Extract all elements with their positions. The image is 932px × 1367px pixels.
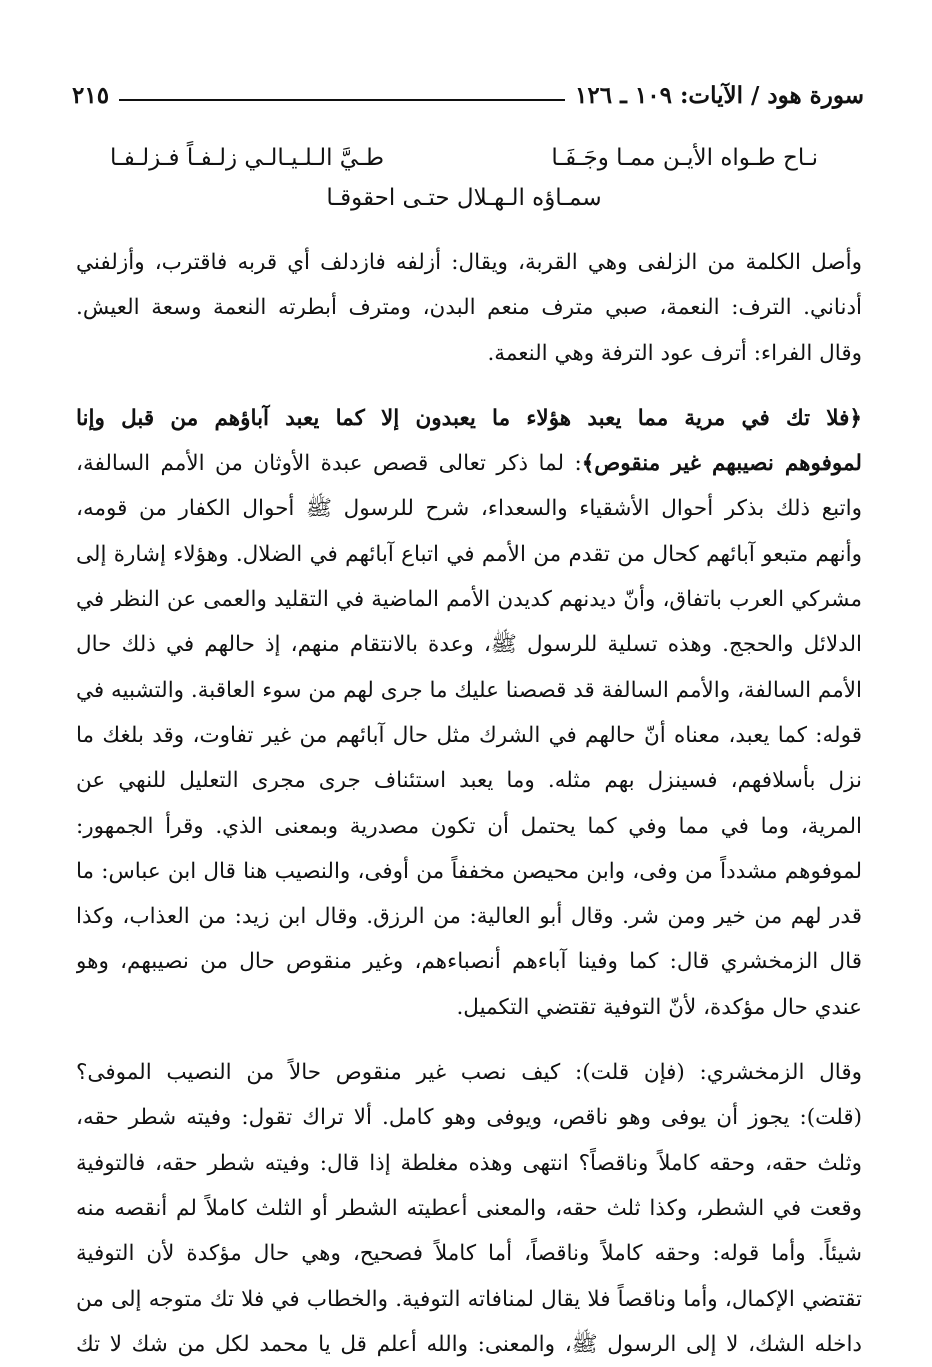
text-line: (قلت): يجوز أن يوفى وهو ناقص، ويوفى وهو كامل. ألا تراك تقول: وفيته شطر حقه، <box>76 1105 862 1131</box>
paragraph-1 <box>76 240 862 376</box>
poem-hemistich-left: طـيَّ الـلـيـالـي زلـفـاً فـزلـفـا <box>110 145 385 171</box>
text-line: قوله: كما يعبد، معناه أنّ حالهم في الشرك مثل حال آبائهم من غير تفاوت، وقد بلغك ما <box>76 722 862 748</box>
text-line: قال الزمخشري قال: كما وفينا آباءهم أنصباءهم، وغير منقوص حال من نصيبهم، وهو <box>76 949 862 975</box>
text-line: وأنهم متبعو آبائهم كحال من تقدم من الأمم في اتباع آبائهم في الضلال. وهؤلاء إشارة إلى <box>76 541 862 567</box>
text-line: نزل بأسلافهم، فسينزل بهم مثله. وما يعبد استئناف جرى مجرى التعليل للنهي عن <box>76 768 862 794</box>
quran-verse-end: لموفوهم نصيبهم غير منقوص﴾ <box>581 451 862 477</box>
text-line: تقتضي الإكمال، وأما وناقصاً فلا يقال لمنافاته التوفية. والخطاب في فلا تك متوجه إلى من <box>76 1286 862 1312</box>
poem-line-2 <box>110 178 818 218</box>
text-line: أدناني. الترف: النعمة، صبي مترف منعم البدن، ومترف أبطرته النعمة وسعة العيش. <box>76 295 862 321</box>
quran-verse-line: ﴿فلا تك في مرية مما يعبد هؤلاء ما يعبدون إلا كما يعبد آباؤهم من قبل وإنا <box>76 405 862 431</box>
text-line: وثلث حقه، وحقه كاملاً وناقصاً؟ انتهى وهذه مغلطة إذا قال: وفيته شطر حقه، فالتوفية <box>76 1150 862 1176</box>
text-line: واتبع ذلك بذكر أحوال الأشقياء والسعداء، شرح للرسول ﷺ أحوال الكفار من قومه، <box>76 496 862 522</box>
text-line: وقال الزمخشري: (فإن قلت): كيف نصب غير منقوص حالاً من النصيب الموفى؟ <box>76 1060 862 1086</box>
text-line: لموفوهم مشدداً من وفى، وابن محيصن مخففاً من أوفى، والنصيب هنا قال ابن عباس: ما <box>76 858 862 884</box>
paragraph-2 <box>76 396 862 1030</box>
header-rule <box>119 99 565 101</box>
paragraph-3 <box>76 1050 862 1367</box>
header-title: سورة هود / الآيات: ١٠٩ ـ ١٢٦ <box>575 81 864 109</box>
page-number: ٢١٥ <box>72 81 110 109</box>
text-line: وأصل الكلمة من الزلفى وهي القربة، ويقال: أزلفه فازدلف أي قربه فاقترب، وأزلفني <box>76 250 862 275</box>
poem-hemistich-right: نـاح طـواه الأيـن ممـا وجَـفَـا <box>551 145 818 171</box>
poem-line-1 <box>110 138 818 178</box>
running-header <box>72 78 864 112</box>
text-line: وقال الفراء: أترف عود الترفة وهي النعمة. <box>487 340 862 366</box>
text-line: الأمم السالفة، والأمم السالفة قد قصصنا عليك ما جرى لهم من سوء العاقبة. والتشبيه في <box>76 677 862 703</box>
text-line: قدر لهم من خير ومن شر. وقال أبو العالية: من الرزق. وقال ابن زيد: من العذاب، وكذا <box>76 904 862 930</box>
poem-hemistich-center: سمـاؤه الـهـلال حتـى احقوقـا <box>326 185 602 211</box>
text-line: داخله الشك، لا إلى الرسول ﷺ، والمعنى: والله أعلم قل يا محمد لكل من شك لا تك <box>76 1331 862 1357</box>
text-line: عندي حال مؤكدة، لأنّ التوفية تقتضي التكميل. <box>456 994 862 1020</box>
text-line: وقعت في الشطر، وكذا ثلث حقه، والمعنى أعطيته الشطر أو الثلث كاملاً لم أنقصه منه <box>76 1195 862 1221</box>
commentary-start: : لما ذكر تعالى قصص عبدة الأوثان من الأمم السالفة، <box>76 451 582 477</box>
text-line: المرية، وما في مما وفي كما يحتمل أن تكون مصدرية وبمعنى الذي. وقرأ الجمهور: <box>76 813 862 839</box>
text-line: مشركي العرب باتفاق، وأنّ ديدنهم كديدن الأمم الماضية في التقليد والعمى عن النظر في <box>76 587 862 613</box>
poem-verse <box>110 138 818 218</box>
text-line: الدلائل والحجج. وهذه تسلية للرسول ﷺ، وعدة بالانتقام منهم، إذ حالهم في ذلك حال <box>76 632 862 658</box>
body-text <box>76 240 862 1367</box>
text-line: شيئاً. وأما قوله: وحقه كاملاً وناقصاً، أما كاملاً فصحيح، وهي حال مؤكدة لأن التوفية <box>76 1241 862 1267</box>
text-line <box>76 441 862 486</box>
